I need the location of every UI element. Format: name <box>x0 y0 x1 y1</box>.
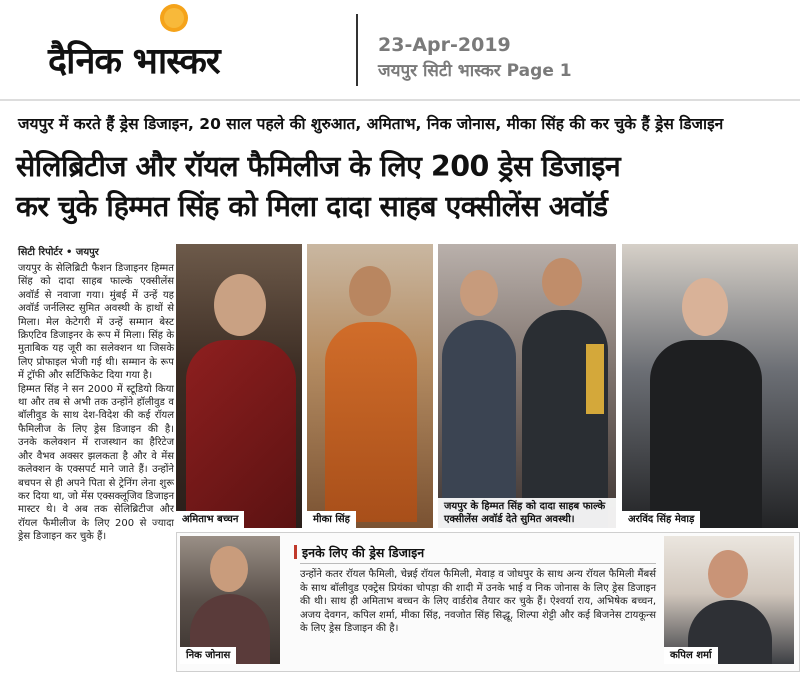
header-rule <box>0 99 800 101</box>
figure-head <box>460 270 498 316</box>
figure-body <box>650 340 762 528</box>
photo-caption: कपिल शर्मा <box>664 647 718 664</box>
photo-caption: निक जोनास <box>180 647 236 664</box>
sun-logo-icon <box>152 0 196 36</box>
box-title-accent <box>294 545 297 559</box>
edition-page: जयपुर सिटी भास्कर Page 1 <box>378 61 572 81</box>
edition-date: 23-Apr-2019 <box>378 34 511 56</box>
figure-body <box>522 310 608 528</box>
box-title: इनके लिए की ड्रेस डिजाइन <box>302 545 425 560</box>
figure-head <box>214 274 266 336</box>
figure-head <box>682 278 728 336</box>
figure-body <box>442 320 516 528</box>
photo-arvind-singh <box>622 244 798 528</box>
figure-head <box>542 258 582 306</box>
figure-head <box>349 266 391 316</box>
figure-body <box>186 340 296 528</box>
masthead <box>0 0 800 98</box>
box-divider <box>300 563 656 564</box>
figure-head <box>210 546 248 592</box>
photo-mika <box>307 244 433 528</box>
newspaper-logo: दैनिक भास्कर <box>48 41 220 82</box>
article-headline <box>16 147 796 227</box>
trophy-icon <box>586 344 604 414</box>
photo-caption: अरविंद सिंह मेवाड़ <box>622 511 700 528</box>
article-kicker: जयपुर में करते हैं ड्रेस डिजाइन, 20 साल पहले की शुरुआत, अमिताभ, निक जोनास, मीका सिंह की कर चुके हैं ड्रेस डिजाइन <box>18 115 724 133</box>
body-paragraph-1: जयपुर के सेलिब्रिटी फैशन डिजाइनर हिम्मत सिंह को दादा साहब फाल्के एक्सीलेंस अवॉर्ड से नवाजा गया। मुंबई में उन्हें यह अवॉर्ड जर्नलिस्ट सुमित अवस्थी के हाथों से मिला। मेल केटेगरी में उन्हें सम्मान बेस्ट क्रिएटिव डिजाइनर के रूप में मिला। सिंह के मुताबिक यह जूरी का सलेक्शन था जिसके लिए प्रोफाइल भेजी गई थी। सम्मान के रूप में ट्रॉफी और सर्टिफिकेट दिया गया है। <box>18 263 174 382</box>
figure-head <box>708 550 748 598</box>
photo-kapil-sharma <box>664 536 794 664</box>
headline-line-1: सेलिब्रिटीज और रॉयल फैमिलीज के लिए 200 ड्रेस डिजाइन <box>16 150 621 183</box>
figure-body <box>325 322 417 522</box>
byline: सिटी रिपोर्टर • जयपुर <box>18 247 99 258</box>
box-text: उन्होंने कतर रॉयल फैमिली, चेन्नई रॉयल फैमिली, मेवाड़ व जोधपुर के साथ अन्य रॉयल फैमिली मैंबर्स के साथ बॉलीवुड एक्ट्रेस प्रियंका चोपड़ा की शादी में उनके भाई व निक जोनास के लिए ड्रेस डिजाइन की थी। साथ ही अमिताभ बच्चन के लिए वार्डरोब तैयार कर चुके हैं। ऐश्वर्या राय, अभिषेक बच्चन, अजय देवगन, कपिल शर्मा, मीका सिंह, नवजोत सिंह सिद्धू, शिल्पा शेट्टी और कई बिजनेस टायकून्स के लिए ड्रेस डिजाइन की है। <box>300 569 656 635</box>
photo-award <box>438 244 616 528</box>
header-divider <box>356 14 358 86</box>
article-body <box>18 262 174 544</box>
headline-line-2: कर चुके हिम्मत सिंह को मिला दादा साहब एक्सीलेंस अवॉर्ड <box>16 190 608 223</box>
photo-caption: जयपुर के हिम्मत सिंह को दादा साहब फाल्के एक्सीलेंस अवॉर्ड देते सुमित अवस्थी। <box>438 498 616 528</box>
body-paragraph-2: हिम्मत सिंह ने सन 2000 में स्टूडियो किया था और तब से अभी तक उन्होंने हॉलीवुड व बॉलीवुड के साथ देश-विदेश की कई रॉयल फैमिलीज के लिए ड्रेस डिजाइन की है। उनके कलेक्शन में राजस्थान का हैरिटेज और वैभव अक्सर झलकता है और वे मेंस कलेक्शन के एक्सपर्ट माने जाते हैं। उन्होंने बचपन से ही अपने पिता से ट्रेनिंग लेना शुरू कर दिया था, जो मेंस एक्सक्लूजिव डिजाइन मास्टर थे। वे अब तक सेलिब्रिटीज और रॉयल फैमीलीज के लिए 200 से ज्यादा ड्रेस डिजाइन कर चुके हैं। <box>18 383 174 543</box>
photo-caption: मीका सिंह <box>307 511 356 528</box>
photo-nick-jonas <box>180 536 280 664</box>
photo-caption: अमिताभ बच्चन <box>176 511 244 528</box>
photo-amitabh <box>176 244 302 528</box>
